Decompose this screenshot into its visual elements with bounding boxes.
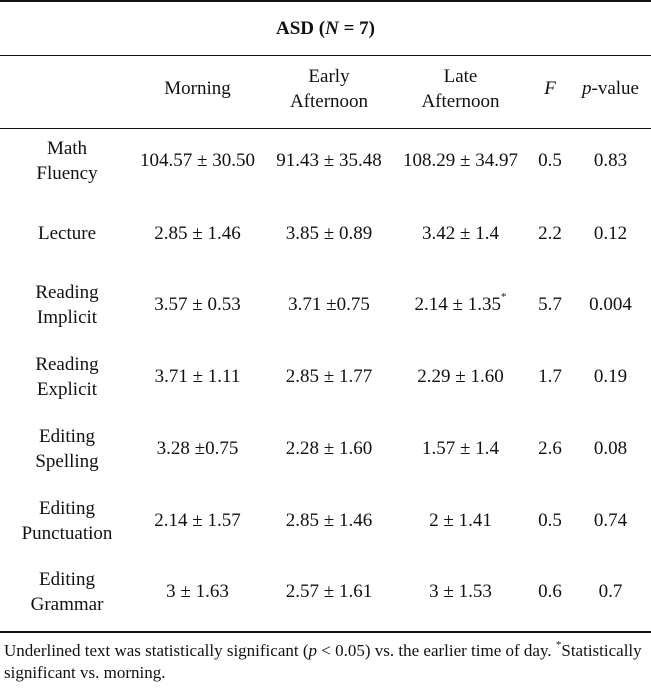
- cell-late-afternoon: 108.29 ± 34.97: [403, 150, 518, 171]
- header-p-value: p-value: [582, 78, 639, 99]
- cell-p-value: 0.12: [593, 223, 628, 244]
- cell-late-afternoon: 3 ± 1.53: [429, 581, 492, 602]
- significance-star: *: [500, 291, 507, 303]
- cell-p-value: 0.004: [589, 294, 632, 315]
- header-rule: [0, 128, 651, 129]
- header-f: F: [544, 78, 556, 99]
- cell-f: 0.6: [538, 581, 562, 602]
- cell-late-afternoon: 3.42 ± 1.4: [422, 223, 499, 244]
- table-title: ASD (N = 7): [276, 18, 375, 39]
- cell-f: 0.5: [538, 150, 562, 171]
- cell-f: 0.5: [538, 510, 562, 531]
- row-label-reading-implicit: Reading Implicit: [35, 282, 99, 328]
- cell-late-afternoon: 1.57 ± 1.4: [422, 438, 499, 459]
- row-label-reading-explicit: Reading Explicit: [35, 354, 99, 400]
- cell-early-afternoon: 2.85 ± 1.77: [285, 366, 373, 387]
- cell-p-value: 0.08: [593, 438, 628, 459]
- cell-p-value: 0.74: [593, 510, 628, 531]
- cell-f: 2.6: [538, 438, 562, 459]
- header-morning: Morning: [164, 78, 231, 99]
- cell-morning: 3.28 ±0.75: [156, 438, 239, 459]
- cell-f: 2.2: [538, 223, 562, 244]
- cell-early-afternoon: 2.57 ± 1.61: [285, 581, 373, 602]
- row-label-lecture: Lecture: [37, 223, 96, 244]
- bottom-rule: [0, 631, 651, 633]
- cell-morning: 2.85 ± 1.46: [154, 223, 241, 244]
- row-label-editing-grammar: Editing Grammar: [30, 569, 104, 615]
- cell-early-afternoon: 3.85 ± 0.89: [285, 223, 373, 244]
- cell-late-afternoon: 2.14 ± 1.35*: [414, 291, 507, 315]
- cell-morning: 2.14 ± 1.57: [154, 510, 241, 531]
- cell-early-afternoon: 2.85 ± 1.46: [285, 510, 373, 531]
- title-rule: [0, 55, 651, 56]
- header-early-afternoon: Early Afternoon: [289, 66, 369, 112]
- cell-late-afternoon: 2 ± 1.41: [429, 510, 492, 531]
- row-label-editing-spelling: Editing Spelling: [35, 426, 99, 472]
- row-label-math-fluency: Math Fluency: [36, 138, 98, 184]
- cell-early-afternoon: 2.28 ± 1.60: [285, 438, 373, 459]
- cell-morning: 3 ± 1.63: [166, 581, 229, 602]
- cell-late-afternoon: 2.29 ± 1.60: [417, 366, 504, 387]
- header-late-afternoon: Late Afternoon: [421, 66, 500, 112]
- cell-p-value: 0.7: [598, 581, 623, 602]
- cell-early-afternoon: 91.43 ± 35.48: [276, 150, 382, 171]
- cell-p-value: 0.19: [593, 366, 628, 387]
- cell-f: 5.7: [538, 294, 562, 315]
- cell-early-afternoon: 3.71 ±0.75: [288, 294, 370, 315]
- cell-morning: 104.57 ± 30.50: [140, 150, 255, 171]
- cell-f: 1.7: [538, 366, 562, 387]
- row-label-editing-punctuation: Editing Punctuation: [21, 498, 113, 544]
- top-rule: [0, 0, 651, 2]
- cell-morning: 3.57 ± 0.53: [154, 294, 241, 315]
- cell-morning: 3.71 ± 1.11: [154, 366, 241, 387]
- table-footnote: Underlined text was statistically significant (p < 0.05) vs. the earlier time of day. *Statistically significant vs. morning.: [4, 639, 642, 682]
- cell-p-value: 0.83: [593, 150, 628, 171]
